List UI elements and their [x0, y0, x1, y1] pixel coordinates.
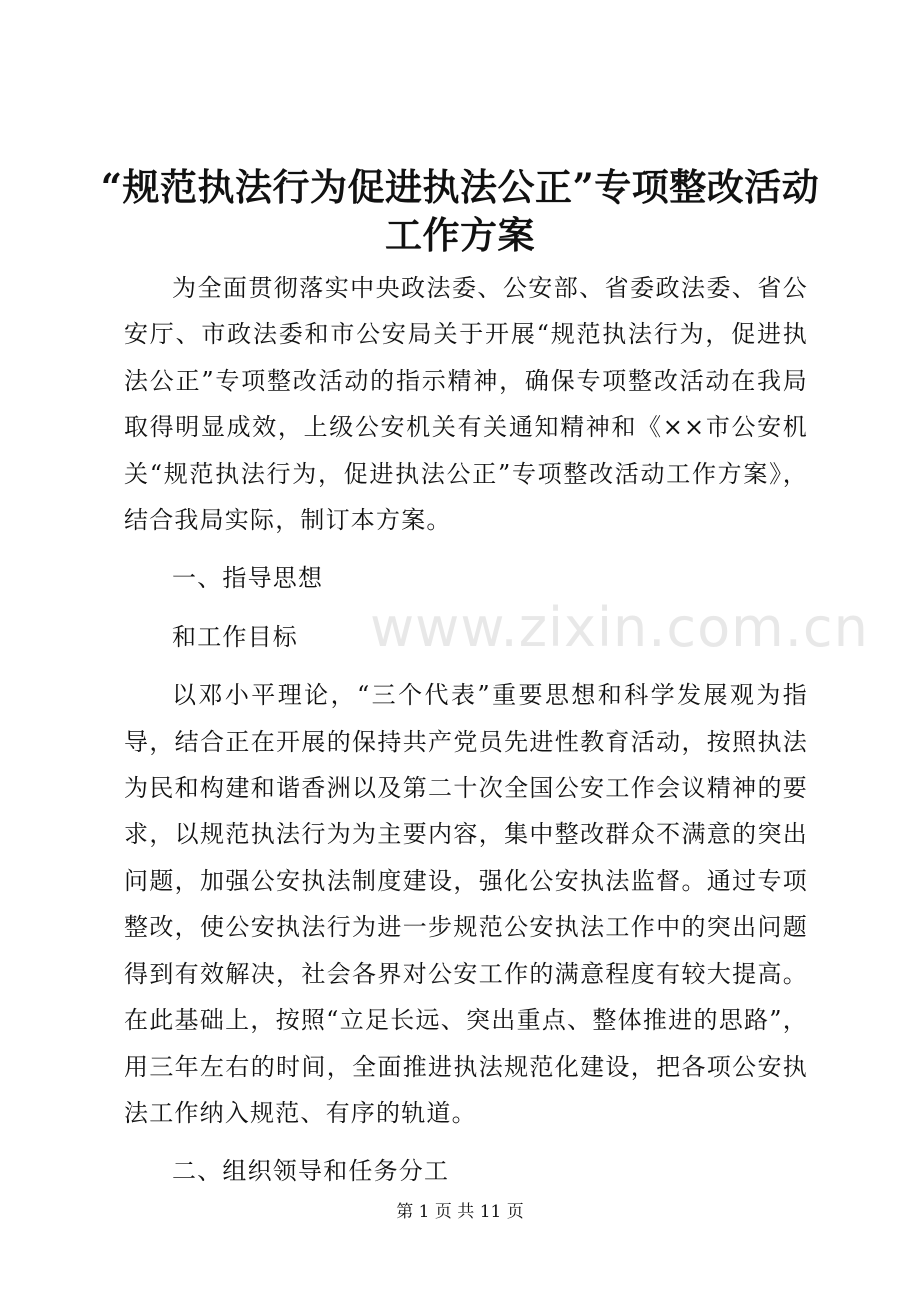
section-heading-1: 一、指导思想: [172, 564, 324, 593]
section-heading-1-continued: 和工作目标: [172, 622, 298, 651]
document-title-line-1: “规范执法行为促进执法公正”专项整改活动: [100, 165, 820, 209]
guiding-thought-paragraph: 以邓小平理论，“三个代表”重要思想和科学发展观为指导，结合正在开展的保持共产党员先进性教育活动，按照执法为民和构建和谐香洲以及第二十次全国公安工作会议精神的要求，以规范执法行为为主要内容，集中整改群众不满意的突出问题，加强公安执法制度建设，强化公安执法监督。通过专项整改，使公安执法行为进一步规范公安执法工作中的突出问题得到有效解决，社会各界对公安工作的满意程度有较大提高。在此基础上，按照“立足长远、突出重点、整体推进的思路”，用三年左右的时间，全面推进执法规范化建设，把各项公安执法工作纳入规范、有序的轨道。: [124, 681, 808, 1127]
page-footer: 第 1 页 共 11 页: [396, 1202, 524, 1222]
intro-paragraph: 为全面贯彻落实中央政法委、公安部、省委政法委、省公安厅、市政法委和市公安局关于开展“规范执法行为，促进执法公正”专项整改活动的指示精神，确保专项整改活动在我局取得明显成效，上级公安机关有关通知精神和《××市公安机关“规范执法行为，促进执法公正”专项整改活动工作方案》，结合我局实际，制订本方案。: [124, 274, 808, 535]
watermark: www.zixin.com.cn: [370, 596, 869, 659]
section-heading-2: 二、组织领导和任务分工: [172, 1157, 450, 1186]
document-title-line-2: 工作方案: [385, 213, 535, 257]
document-body: [124, 265, 808, 1195]
